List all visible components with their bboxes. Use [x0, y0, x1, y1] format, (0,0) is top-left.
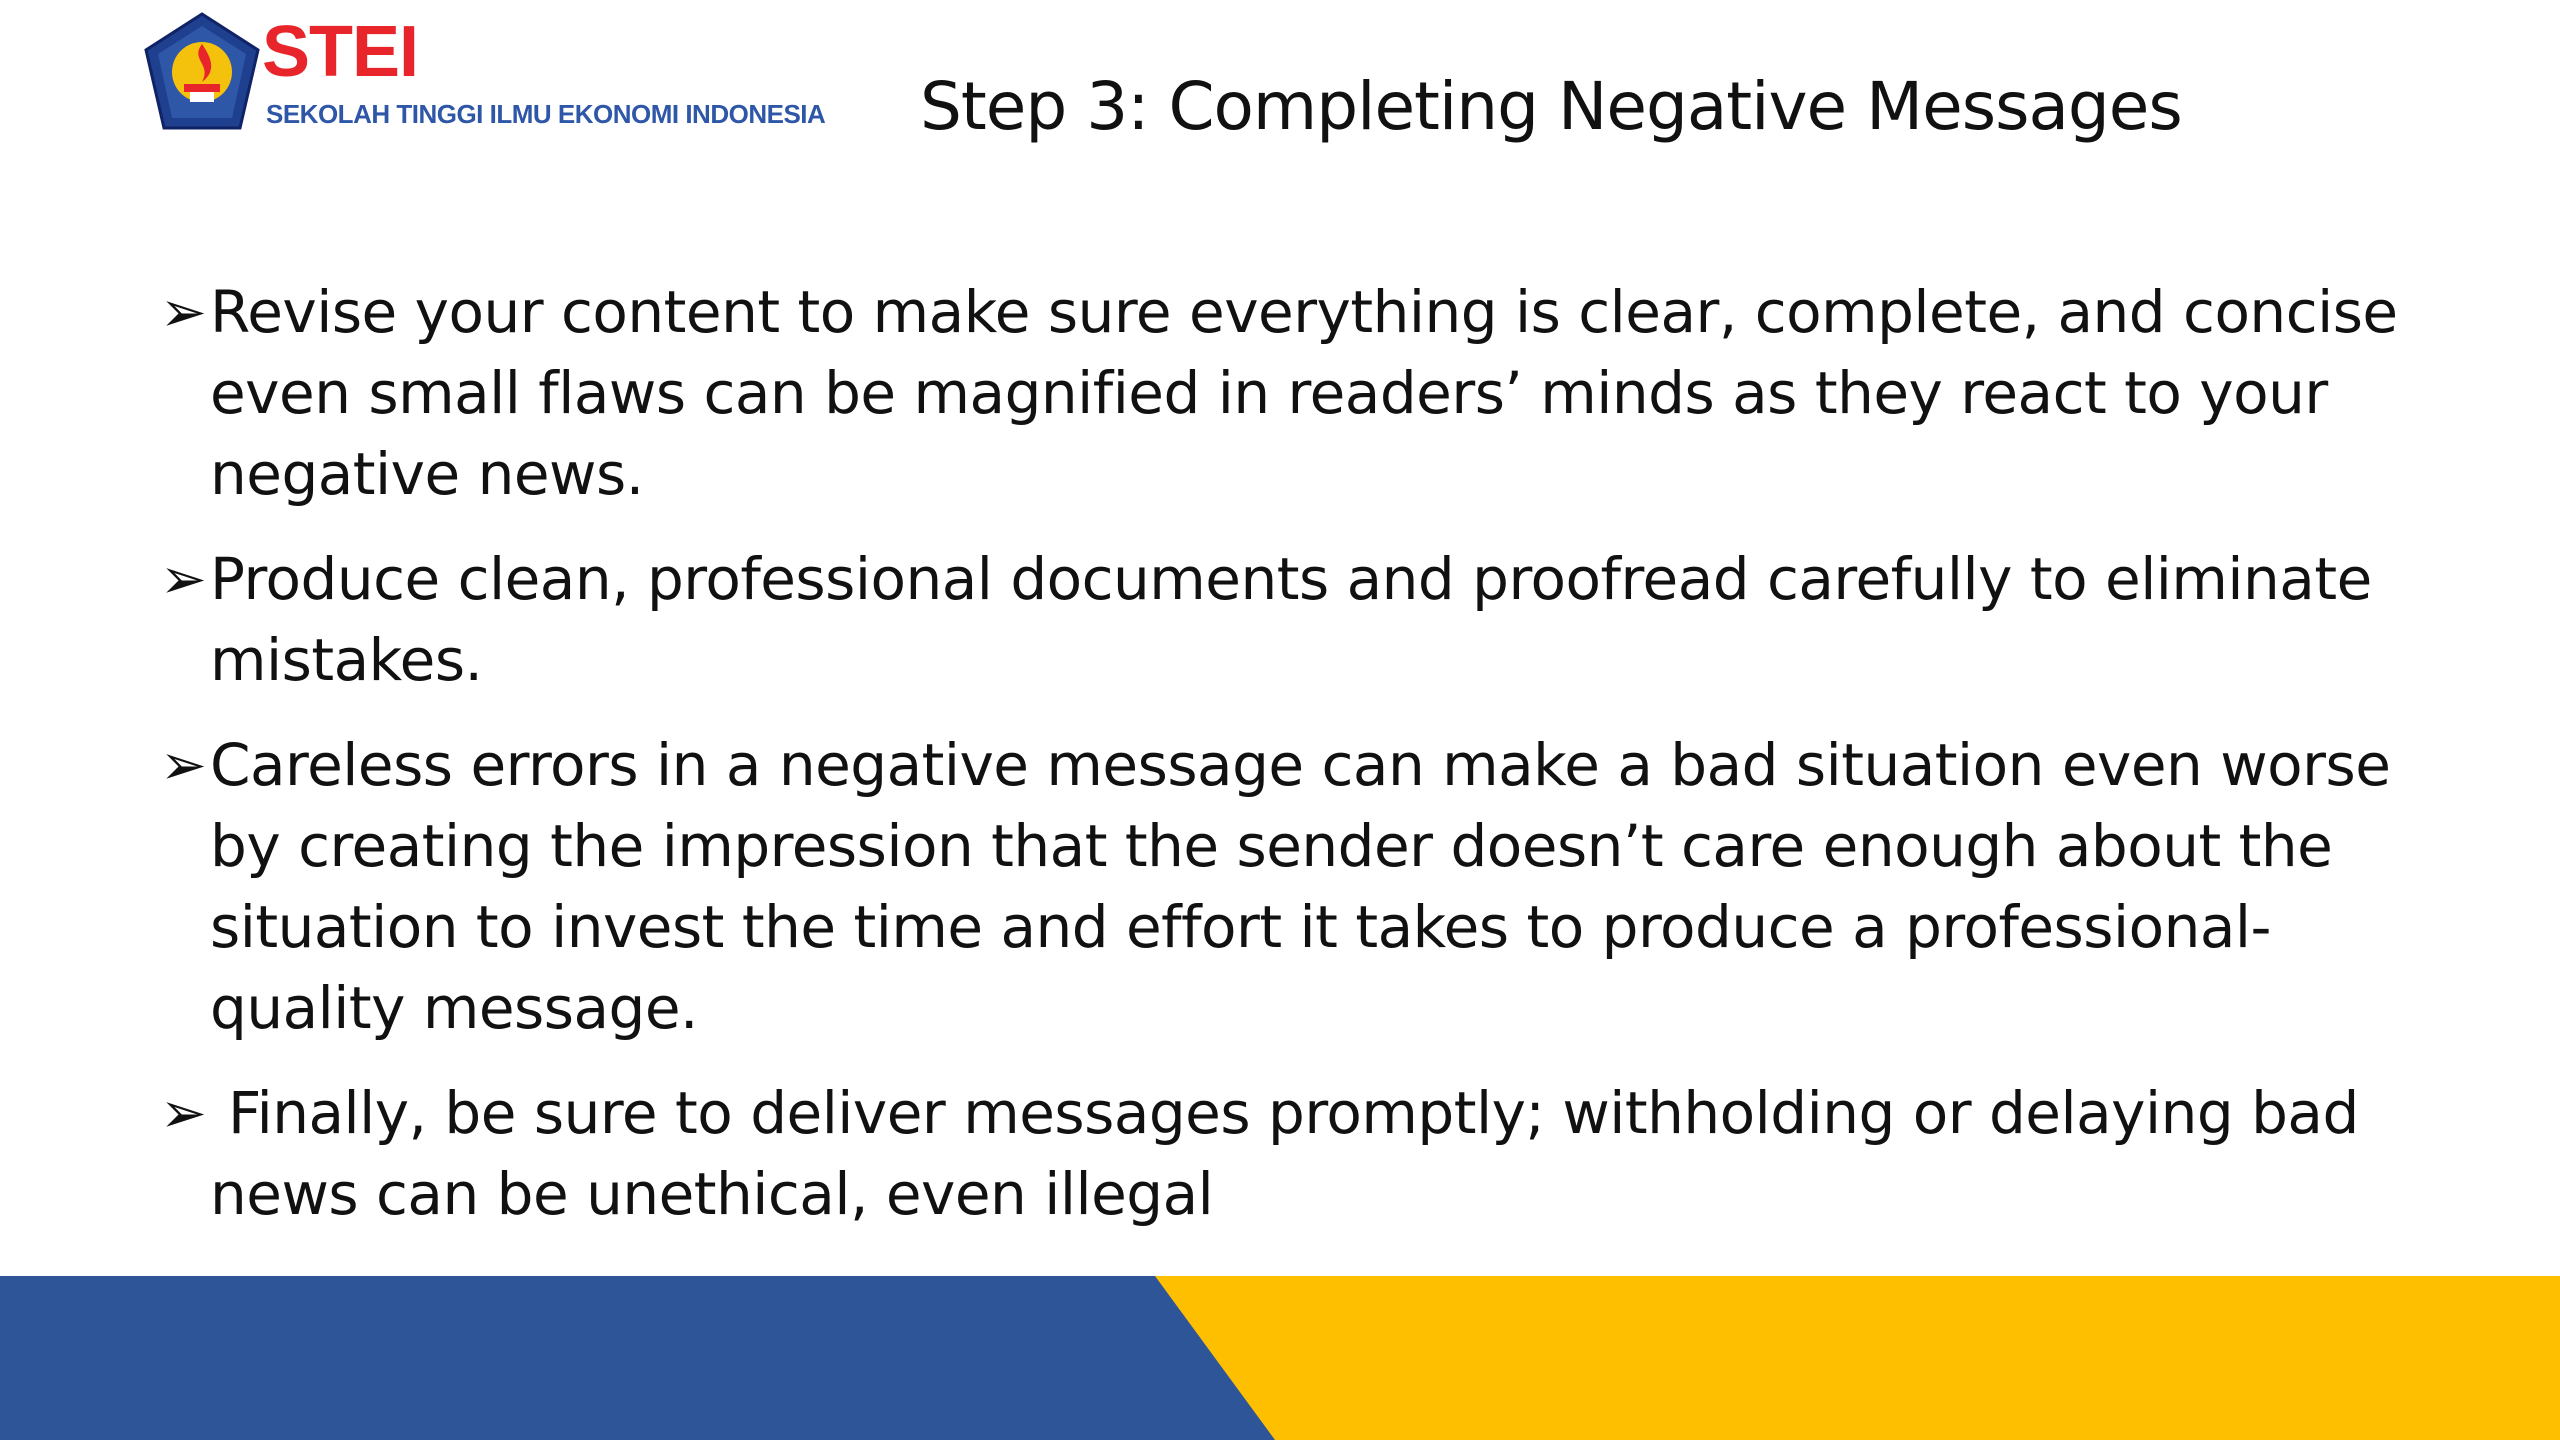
stei-emblem-icon	[140, 10, 265, 135]
logo-subtitle: SEKOLAH TINGGI ILMU EKONOMI INDONESIA	[266, 99, 826, 129]
bullet-text: Finally, be sure to deliver messages promptly; withholding or delaying bad news can be unethical, even illegal	[210, 1079, 2377, 1228]
arrow-bullet-icon: ➢	[160, 547, 207, 612]
bullet-item	[160, 725, 2456, 1049]
bullet-text: Careless errors in a negative message can make a bad situation even worse by creating the impression that the sender doesn’t care enough about the situation to invest the time and effort it takes to produce a professional-quality message.	[210, 731, 2391, 1042]
bullet-list	[160, 272, 2456, 1259]
bullet-item	[160, 539, 2456, 701]
arrow-bullet-icon: ➢	[160, 280, 207, 345]
slide-title: Step 3: Completing Negative Messages	[920, 68, 2182, 145]
bullet-item	[160, 1073, 2456, 1235]
footer-graphic	[0, 1276, 2560, 1440]
footer-blue-band	[0, 1276, 1275, 1440]
bullet-text: Revise your content to make sure everything is clear, complete, and concise even small flaws can be magnified in readers’ minds as they react to your negative news.	[210, 278, 2398, 508]
footer-band	[0, 1276, 2560, 1440]
logo-wordmark: STEI	[262, 12, 419, 92]
bullet-item	[160, 272, 2456, 515]
stei-logo	[140, 10, 840, 135]
arrow-bullet-icon: ➢	[160, 733, 207, 798]
bullet-text: Produce clean, professional documents and proofread carefully to eliminate mistakes.	[210, 545, 2372, 694]
arrow-bullet-icon: ➢	[160, 1081, 207, 1146]
